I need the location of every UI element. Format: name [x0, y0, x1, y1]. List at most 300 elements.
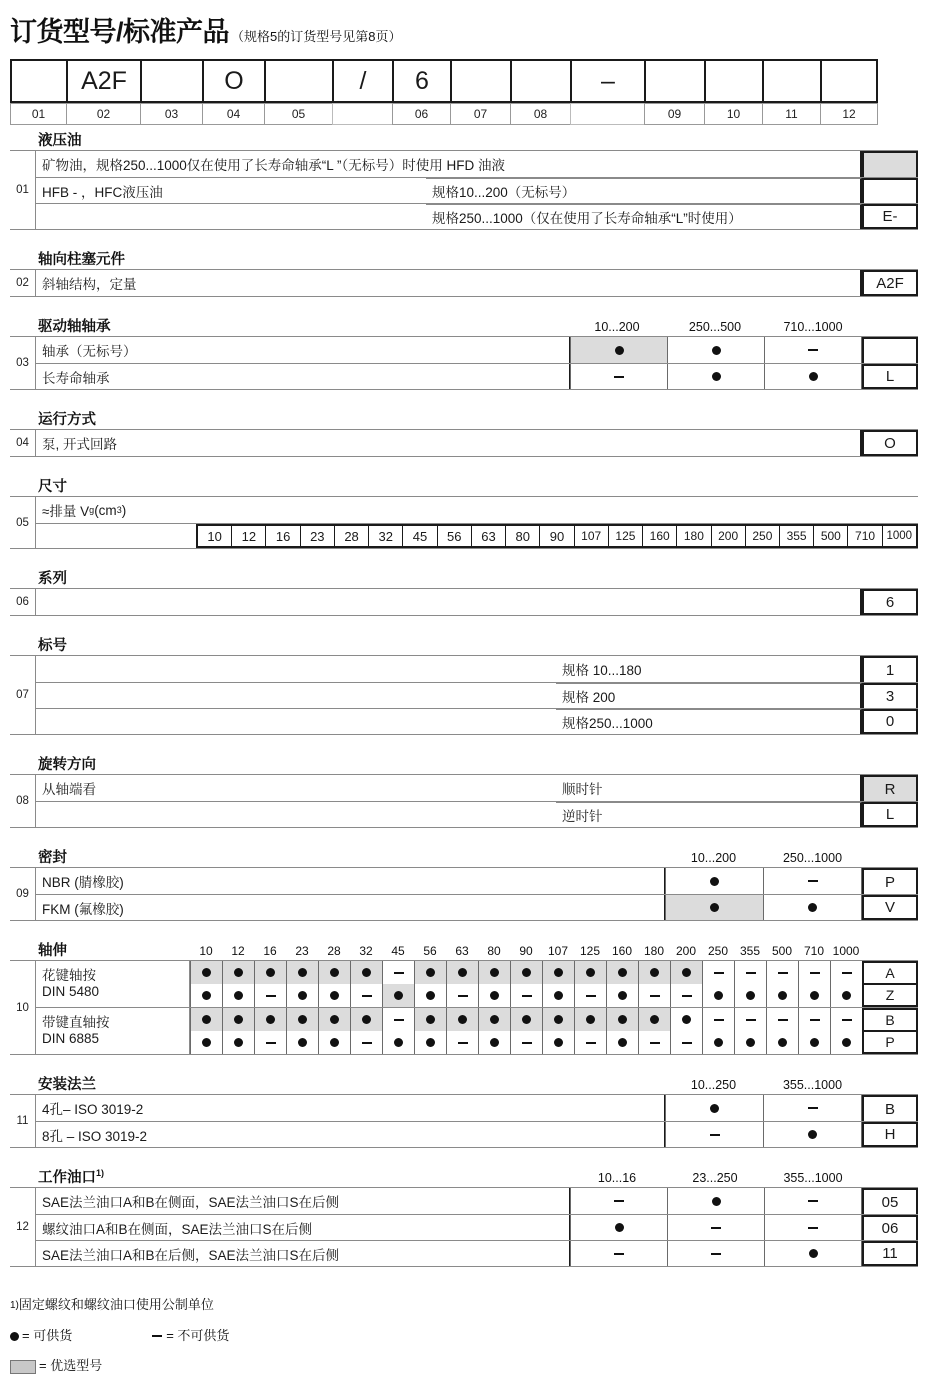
order-code-position-label: 05: [264, 103, 332, 125]
row-label: [36, 709, 556, 734]
dot-icon: [810, 991, 819, 1000]
shaft-cell: [670, 984, 702, 1007]
dot-icon: [710, 877, 719, 886]
row-label: 螺纹油口A和B在侧面，SAE法兰油口S在后侧: [36, 1215, 571, 1240]
dash-icon: [710, 1134, 720, 1136]
order-code-cell: [820, 59, 878, 103]
shaft-cell: [222, 984, 254, 1007]
section-rows: [36, 1188, 918, 1266]
section-title: 液压油: [38, 132, 82, 149]
dash-icon: [842, 972, 852, 974]
section-rows: [36, 497, 918, 548]
page-title-main: 订货型号/标准产品: [10, 17, 230, 47]
shaft-cell: [222, 961, 254, 984]
column-header: 500: [771, 944, 793, 958]
code-cell: Z: [862, 984, 918, 1007]
dash-icon: [650, 995, 660, 997]
shaft-cell: [318, 961, 350, 984]
shaft-cell: [574, 984, 606, 1007]
dash-icon: [522, 995, 532, 997]
table-row: [36, 775, 918, 801]
mark-cell: [764, 1215, 862, 1240]
table-row: [36, 337, 918, 363]
section-body-06: [10, 588, 918, 616]
row-sublabel: 顺时针: [556, 775, 862, 801]
shaft-cell: [542, 1008, 574, 1031]
order-code-position-label: 11: [762, 103, 820, 125]
shaft-cell: [350, 1031, 382, 1054]
dash-icon: [746, 1019, 756, 1021]
shaft-cell: [734, 1008, 766, 1031]
shaft-cell: [702, 1031, 734, 1054]
shaft-cell: [190, 1031, 222, 1054]
column-header: 45: [391, 944, 405, 958]
dot-icon: [298, 1038, 307, 1047]
dash-icon: [152, 1335, 162, 1337]
order-code-position-label: 03: [140, 103, 202, 125]
dot-icon: [778, 991, 787, 1000]
legend-preferred: [10, 1354, 929, 1379]
dot-icon: [554, 968, 563, 977]
dash-icon: [746, 972, 756, 974]
dot-icon: [426, 1038, 435, 1047]
row-label: 轴承（无标号）: [36, 337, 571, 363]
shaft-cell: [606, 984, 638, 1007]
order-code-cell: /: [332, 59, 392, 103]
dash-icon: [614, 1200, 624, 1202]
section-index: 05: [10, 497, 36, 548]
code-cell: V: [862, 895, 918, 920]
order-code-position-label: 07: [450, 103, 510, 125]
section-gap: [0, 921, 929, 935]
dot-icon: [490, 1015, 499, 1024]
section-gap: [0, 616, 929, 630]
mark-cell: [764, 1188, 862, 1214]
order-code-strip: [10, 59, 918, 125]
dot-icon: [586, 968, 595, 977]
section-05: [10, 471, 918, 549]
table-row: [190, 1008, 862, 1031]
shaft-cell: [254, 1008, 286, 1031]
section-index: 07: [10, 656, 36, 734]
table-row: [36, 1214, 918, 1240]
order-code-position-label: 06: [392, 103, 450, 125]
dot-icon: [618, 968, 627, 977]
shaft-cell: [510, 1008, 542, 1031]
section-rows: [36, 1095, 918, 1147]
shaft-cell: [830, 1031, 862, 1054]
sizes-cells: [196, 524, 918, 548]
shaft-cell: [798, 1031, 830, 1054]
shaft-cell: [318, 1031, 350, 1054]
section-gap: [0, 1148, 929, 1162]
section-title: 标号: [38, 637, 67, 654]
dash-icon: [810, 1019, 820, 1021]
section-body-03: [10, 336, 918, 390]
dot-icon: [650, 1015, 659, 1024]
shaft-cell: [190, 984, 222, 1007]
section-gap: [0, 457, 929, 471]
order-code-cell: [10, 59, 66, 103]
section-header-11: [10, 1069, 918, 1094]
dash-icon: [714, 1019, 724, 1021]
row-sublabel: 规格 10...180: [556, 656, 862, 682]
section-gap: [0, 549, 929, 563]
legend-symbols: [10, 1324, 929, 1349]
shaft-cell: [542, 984, 574, 1007]
shaft-group: [36, 961, 918, 1007]
shaft-cell: [766, 1008, 798, 1031]
section-rows: [36, 430, 918, 456]
mark-cell: [570, 1215, 668, 1240]
table-row: [36, 363, 918, 389]
order-code-cell: [264, 59, 332, 103]
dot-icon: [490, 968, 499, 977]
dash-icon: [808, 1107, 818, 1109]
shaft-cell: [798, 1008, 830, 1031]
dash-icon: [522, 1042, 532, 1044]
shaft-cell: [638, 1031, 670, 1054]
table-row: [36, 151, 918, 177]
shaft-cell: [574, 1031, 606, 1054]
section-rows: [36, 337, 918, 389]
section-06: [10, 563, 918, 616]
section-09: [10, 842, 918, 921]
section-body-11: [10, 1094, 918, 1148]
table-row: [36, 801, 918, 827]
shaft-cell: [734, 961, 766, 984]
shaft-cell: [766, 984, 798, 1007]
section-title: 密封: [38, 849, 67, 866]
section-title: 驱动轴轴承: [38, 318, 111, 335]
table-row: [190, 961, 862, 984]
shaft-label: [36, 961, 190, 1007]
order-code-position-label: 09: [644, 103, 704, 125]
dot-icon: [586, 1015, 595, 1024]
legend-preferred-label: = 优选型号: [39, 1358, 103, 1374]
sections-container: [0, 125, 929, 1281]
shaft-cell: [414, 961, 446, 984]
mark-cell: [570, 1241, 668, 1266]
shaft-cell: [350, 1008, 382, 1031]
dot-icon: [522, 1015, 531, 1024]
shaft-marks: [190, 961, 862, 984]
section-index: 06: [10, 589, 36, 615]
row-label: 从轴端看: [42, 782, 96, 797]
row-label: 矿物油，规格250...1000仅在使用了长寿命轴承“L ”（无标号）时使用 HFD 油液: [42, 158, 506, 173]
column-header: 180: [643, 944, 665, 958]
column-header: 10...200: [690, 851, 737, 865]
section-rows: [36, 775, 918, 827]
section-02: [10, 244, 918, 297]
section-header-07: [10, 630, 918, 655]
dot-icon: [710, 903, 719, 912]
order-code-cell: O: [202, 59, 264, 103]
section-header-02: [10, 244, 918, 269]
order-code-cell: [140, 59, 202, 103]
section-gap: [0, 297, 929, 311]
order-code-position-label: [332, 103, 392, 125]
section-title: 轴向柱塞元件: [38, 251, 125, 268]
shaft-cell: [254, 984, 286, 1007]
code-cell: [862, 178, 918, 203]
dash-icon: [458, 1042, 468, 1044]
shaft-cell: [382, 984, 414, 1007]
shaft-cell: [190, 1008, 222, 1031]
section-index: 12: [10, 1188, 36, 1266]
dash-icon: [842, 1019, 852, 1021]
row-sublabel: 逆时针: [556, 802, 862, 827]
mark-cell: [764, 337, 862, 363]
dot-icon: [650, 968, 659, 977]
dash-icon: [711, 1227, 721, 1229]
dot-icon: [714, 1038, 723, 1047]
size-cell: 107: [574, 524, 608, 548]
shaft-cell: [446, 1008, 478, 1031]
page-title: [0, 0, 929, 49]
section-03: [10, 311, 918, 390]
row-label: 长寿命轴承: [36, 364, 571, 389]
dot-icon: [809, 1249, 818, 1258]
shaft-cell: [382, 1008, 414, 1031]
shaft-label-line: DIN 5480: [42, 984, 100, 999]
section-07: [10, 630, 918, 735]
column-header: 10...200: [594, 320, 640, 334]
column-header: 23: [295, 944, 309, 958]
dot-icon: [554, 1038, 563, 1047]
table-row: [190, 984, 862, 1007]
column-header: 355: [739, 944, 761, 958]
dash-icon: [711, 1253, 721, 1255]
dot-icon: [202, 968, 211, 977]
dash-icon: [394, 1019, 404, 1021]
shaft-cell: [830, 1008, 862, 1031]
table-row: [36, 1240, 918, 1266]
table-row: [36, 656, 918, 682]
size-cell: 710: [847, 524, 881, 548]
order-code-position-label: 12: [820, 103, 878, 125]
shaft-rows: [190, 1008, 862, 1054]
code-cell: 1: [862, 656, 918, 682]
dot-icon: [458, 1015, 467, 1024]
dash-icon: [650, 1042, 660, 1044]
dot-icon: [234, 1038, 243, 1047]
table-row: [36, 203, 918, 229]
dot-icon: [615, 346, 624, 355]
mark-cell: [763, 1122, 862, 1147]
dot-icon: [842, 1038, 851, 1047]
dot-icon: [808, 903, 817, 912]
shaft-cell: [830, 961, 862, 984]
dot-icon: [618, 1038, 627, 1047]
code-cell: 6: [862, 589, 918, 615]
dot-icon: [202, 991, 211, 1000]
dash-icon: [810, 972, 820, 974]
shaft-cell: [510, 984, 542, 1007]
table-row: [36, 682, 918, 708]
code-cell: R: [862, 775, 918, 801]
section-rows: [36, 961, 918, 1054]
shaft-label-line: 花键轴按: [42, 968, 96, 984]
shaft-cell: [670, 1031, 702, 1054]
order-code-position-label: 02: [66, 103, 140, 125]
shaft-cell: [638, 961, 670, 984]
dot-icon: [10, 1332, 19, 1341]
order-code-cell: 6: [392, 59, 450, 103]
table-row: [36, 708, 918, 734]
dot-icon: [330, 991, 339, 1000]
size-cell: 500: [813, 524, 847, 548]
size-cell: 28: [334, 524, 368, 548]
shaft-cell: [766, 1031, 798, 1054]
code-cell: [862, 151, 918, 177]
column-header: 355...1000: [782, 1078, 843, 1092]
column-header: 160: [611, 944, 633, 958]
table-row: [36, 270, 918, 296]
dot-icon: [330, 968, 339, 977]
dash-icon: [362, 995, 372, 997]
table-row: [36, 430, 918, 456]
code-cell: A: [862, 961, 918, 984]
shaft-label-line: 带键直轴按: [42, 1015, 110, 1031]
section-title: 工作油口$^{1)}$: [38, 1167, 105, 1186]
column-headers: [568, 320, 862, 334]
shaft-cell: [222, 1031, 254, 1054]
legend-available-label: = 可供货: [22, 1327, 73, 1343]
dash-icon: [614, 1253, 624, 1255]
shaft-cell: [574, 1008, 606, 1031]
shaft-rows: [190, 961, 862, 1007]
column-header: 28: [327, 944, 341, 958]
mark-cell: [763, 868, 862, 894]
row-label: 泵, 开式回路: [36, 430, 862, 456]
shaft-label-line: DIN 6885: [42, 1031, 100, 1046]
mark-cell: [667, 364, 765, 389]
shaft-cell: [734, 1031, 766, 1054]
dot-icon: [712, 1197, 721, 1206]
section-body-04: [10, 429, 918, 457]
shaft-cell: [702, 1008, 734, 1031]
section-body-01: [10, 150, 918, 230]
section-header-06: [10, 563, 918, 588]
column-header: 1000: [832, 944, 860, 958]
dash-icon: [682, 1042, 692, 1044]
order-code-position-label: 10: [704, 103, 762, 125]
shaft-marks: [190, 1031, 862, 1054]
code-cell: P: [862, 1031, 918, 1054]
shaft-cell: [830, 984, 862, 1007]
row-label: SAE法兰油口A和B在后侧，SAE法兰油口S在后侧: [36, 1241, 571, 1266]
section-gap: [0, 828, 929, 842]
dot-icon: [746, 1038, 755, 1047]
code-cell: 06: [862, 1215, 918, 1240]
table-row: [36, 1121, 918, 1147]
table-row: [36, 1095, 918, 1121]
shaft-codes: [862, 961, 918, 1007]
order-code-position-label: [570, 103, 644, 125]
dash-icon: [682, 995, 692, 997]
page-title-sub: （规格5的订货型号见第8页）: [231, 29, 402, 44]
order-code-position-label: 01: [10, 103, 66, 125]
column-header: 200: [675, 944, 697, 958]
section-rows: [36, 868, 918, 920]
shaft-cell: [670, 1008, 702, 1031]
dot-icon: [362, 968, 371, 977]
dash-icon: [714, 972, 724, 974]
table-row: [36, 868, 918, 894]
section-body-05: [10, 496, 918, 549]
order-code-cell: [762, 59, 820, 103]
section-rows: [36, 151, 918, 229]
section-title: 旋转方向: [38, 756, 96, 773]
column-headers: [664, 851, 862, 865]
column-header: 56: [423, 944, 437, 958]
column-header: 355...1000: [783, 1171, 843, 1185]
row-label: [36, 589, 862, 615]
section-title: 轴伸: [38, 942, 67, 959]
dot-icon: [426, 1015, 435, 1024]
section-header-12: [10, 1162, 918, 1187]
shaft-cell: [702, 961, 734, 984]
order-code-position-label: 04: [202, 103, 264, 125]
dot-icon: [298, 991, 307, 1000]
shaft-cell: [414, 1008, 446, 1031]
column-header: 10...250: [690, 1078, 737, 1092]
section-title: 安装法兰: [38, 1076, 96, 1093]
section-11: [10, 1069, 918, 1148]
shaft-cell: [254, 1031, 286, 1054]
mark-cell: [667, 1241, 765, 1266]
table-row: [36, 177, 918, 203]
order-code-cell: A2F: [66, 59, 140, 103]
order-code-cell: [644, 59, 704, 103]
shaft-cell: [254, 961, 286, 984]
column-header: 250...500: [688, 320, 742, 334]
order-code-cell: [510, 59, 570, 103]
dot-icon: [712, 346, 721, 355]
shaft-cell: [702, 984, 734, 1007]
row-sublabel: 规格250...1000: [556, 709, 862, 734]
dot-icon: [426, 991, 435, 1000]
dot-icon: [330, 1038, 339, 1047]
order-code-cell: [450, 59, 510, 103]
row-sublabel: 规格10...200（无标号）: [426, 178, 862, 203]
dash-icon: [808, 880, 818, 882]
section-index: 03: [10, 337, 36, 389]
dot-icon: [618, 991, 627, 1000]
dash-icon: [808, 1200, 818, 1202]
shaft-label: [36, 1008, 190, 1054]
code-cell: P: [862, 868, 918, 894]
code-cell: 11: [862, 1241, 918, 1266]
dot-icon: [682, 968, 691, 977]
section-rows: [36, 589, 918, 615]
section-01: [10, 125, 918, 230]
column-header: 16: [263, 944, 277, 958]
row-sublabel: 规格250...1000（仅在使用了长寿命轴承“L”时使用）: [426, 204, 862, 229]
column-header: 710: [803, 944, 825, 958]
shaft-codes: [862, 1008, 918, 1054]
section-gap: [0, 1267, 929, 1281]
order-code-cell: –: [570, 59, 644, 103]
shaft-cell: [350, 984, 382, 1007]
code-cell: A2F: [862, 270, 918, 296]
section-body-10: [10, 960, 918, 1055]
code-cell: 0: [862, 709, 918, 734]
footnotes: [10, 1293, 929, 1379]
shaft-cell: [638, 984, 670, 1007]
column-header: 107: [547, 944, 569, 958]
